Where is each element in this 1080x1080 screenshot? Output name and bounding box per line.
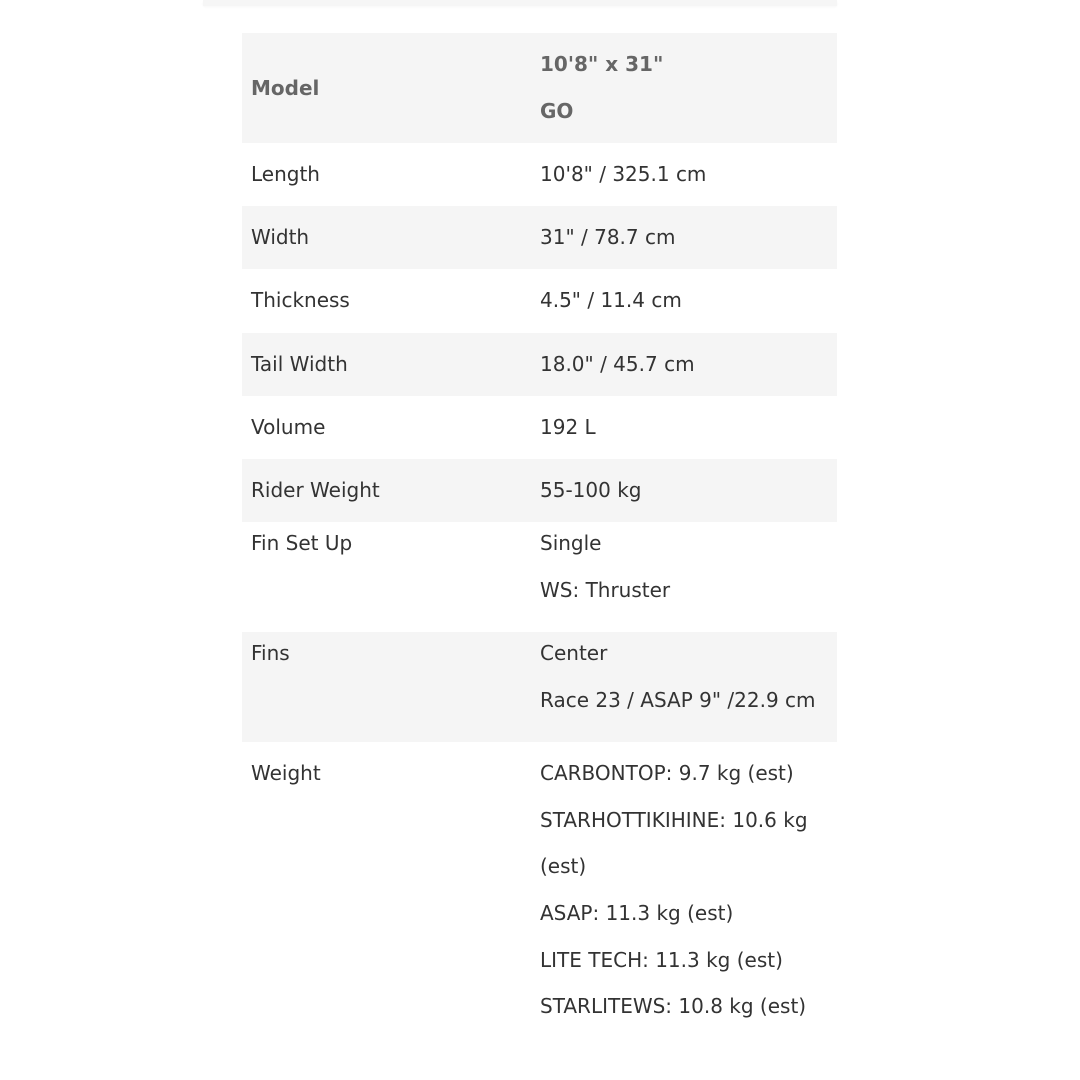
row-label: Fins [251, 641, 290, 666]
header-model-size: 10'8" x 31" [540, 52, 664, 76]
row-value [532, 333, 837, 396]
table-row-width [242, 206, 837, 269]
table-row-fin-set-up [242, 522, 837, 632]
value-line: 192 L [540, 414, 596, 439]
table-row-length [242, 143, 837, 206]
value-line: LITE TECH: 11.3 kg (est) [540, 947, 783, 972]
row-label: Thickness [251, 288, 350, 313]
value-line: 10'8" / 325.1 cm [540, 162, 707, 186]
value-line: STARLITEWS: 10.8 kg (est) [540, 994, 807, 1019]
row-value [532, 396, 837, 459]
value-line: 4.5" / 11.4 cm [540, 288, 682, 313]
header-model-name: GO [540, 98, 574, 123]
top-strip [203, 0, 837, 6]
value-line: 55-100 kg [540, 477, 642, 502]
value-line: WS: Thruster [540, 577, 671, 602]
value-line: 18.0" / 45.7 cm [540, 351, 695, 376]
row-label: Length [251, 162, 320, 186]
row-value [532, 632, 837, 742]
row-value [532, 206, 837, 269]
spec-table [242, 33, 837, 1032]
row-value [532, 269, 837, 332]
value-line: CARBONTOP: 9.7 kg (est) [540, 761, 794, 786]
row-label: Tail Width [251, 351, 348, 376]
table-row-tail-width [242, 333, 837, 396]
header-value [532, 33, 837, 143]
table-header-row [242, 33, 837, 143]
row-value [532, 459, 837, 522]
row-value [532, 522, 837, 632]
row-label: Width [251, 225, 310, 250]
row-label: Volume [251, 414, 326, 439]
value-line: ASAP: 11.3 kg (est) [540, 900, 734, 925]
row-value [532, 742, 837, 1032]
value-line: Race 23 / ASAP 9" /22.9 cm [540, 687, 816, 712]
value-line: 31" / 78.7 cm [540, 225, 676, 250]
table-row-volume [242, 396, 837, 459]
table-row-fins [242, 632, 837, 742]
value-line: (est) [540, 854, 587, 879]
row-label: Weight [251, 761, 321, 786]
table-row-rider-weight [242, 459, 837, 522]
row-value [532, 143, 837, 206]
header-label: Model [251, 76, 320, 100]
table-row-thickness [242, 269, 837, 332]
value-line: STARHOTTIKIHINE: 10.6 kg [540, 807, 808, 832]
row-label: Rider Weight [251, 477, 380, 502]
value-line: Single [540, 531, 602, 556]
value-line: Center [540, 641, 608, 666]
row-label: Fin Set Up [251, 531, 353, 556]
table-row-weight [242, 742, 837, 1032]
